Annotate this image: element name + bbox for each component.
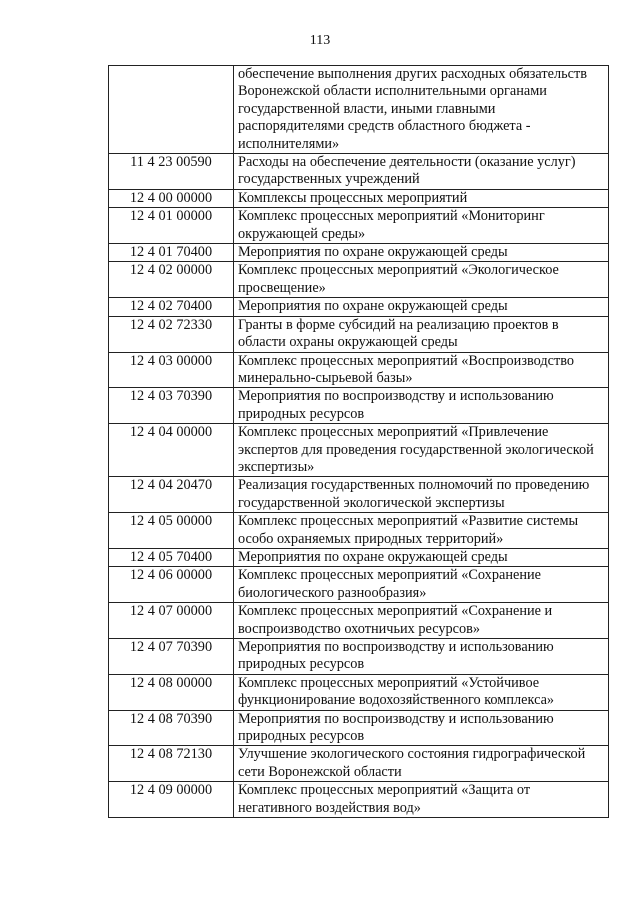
table-row <box>109 674 609 710</box>
name-cell: Гранты в форме субсидий на реализацию проектов в области охраны окружающей среды <box>234 316 609 352</box>
code-cell: 11 4 23 00590 <box>109 154 234 190</box>
code-cell: 12 4 01 70400 <box>109 244 234 262</box>
name-cell: Комплекс процессных мероприятий «Привлечение экспертов для проведения государственной экологической экспертизы» <box>234 424 609 477</box>
name-cell: Мероприятия по охране окружающей среды <box>234 244 609 262</box>
table-row <box>109 782 609 818</box>
name-cell: Расходы на обеспечение деятельности (оказание услуг) государственных учреждений <box>234 154 609 190</box>
table-body <box>109 66 609 818</box>
code-cell: 12 4 09 00000 <box>109 782 234 818</box>
name-cell: Комплекс процессных мероприятий «Устойчивое функционирование водохозяйственного комплекса» <box>234 674 609 710</box>
name-cell: Комплексы процессных мероприятий <box>234 189 609 207</box>
code-cell: 12 4 02 72330 <box>109 316 234 352</box>
name-cell: Мероприятия по охране окружающей среды <box>234 298 609 316</box>
table-row <box>109 424 609 477</box>
table-row <box>109 388 609 424</box>
name-cell: Комплекс процессных мероприятий «Воспроизводство минерально-сырьевой базы» <box>234 352 609 388</box>
code-cell: 12 4 00 00000 <box>109 189 234 207</box>
table-row <box>109 710 609 746</box>
name-cell: Комплекс процессных мероприятий «Мониторинг окружающей среды» <box>234 208 609 244</box>
table-row <box>109 513 609 549</box>
budget-classification-table <box>108 65 609 818</box>
code-cell: 12 4 03 00000 <box>109 352 234 388</box>
code-cell: 12 4 01 00000 <box>109 208 234 244</box>
name-cell: Мероприятия по охране окружающей среды <box>234 548 609 566</box>
table-row <box>109 66 609 154</box>
name-cell: Мероприятия по воспроизводству и использованию природных ресурсов <box>234 388 609 424</box>
code-cell: 12 4 06 00000 <box>109 567 234 603</box>
table-row <box>109 316 609 352</box>
code-cell: 12 4 05 70400 <box>109 548 234 566</box>
name-cell: Реализация государственных полномочий по проведению государственной экологической экспертизы <box>234 477 609 513</box>
name-cell: Комплекс процессных мероприятий «Сохранение биологического разнообразия» <box>234 567 609 603</box>
code-cell: 12 4 05 00000 <box>109 513 234 549</box>
code-cell: 12 4 02 70400 <box>109 298 234 316</box>
name-cell: Мероприятия по воспроизводству и использованию природных ресурсов <box>234 710 609 746</box>
table-row <box>109 352 609 388</box>
code-cell: 12 4 04 00000 <box>109 424 234 477</box>
code-cell: 12 4 08 72130 <box>109 746 234 782</box>
code-cell: 12 4 04 20470 <box>109 477 234 513</box>
name-cell: Мероприятия по воспроизводству и использованию природных ресурсов <box>234 639 609 675</box>
code-cell <box>109 66 234 154</box>
name-cell: Комплекс процессных мероприятий «Защита от негативного воздействия вод» <box>234 782 609 818</box>
table-row <box>109 603 609 639</box>
code-cell: 12 4 02 00000 <box>109 262 234 298</box>
code-cell: 12 4 08 00000 <box>109 674 234 710</box>
code-cell: 12 4 07 70390 <box>109 639 234 675</box>
name-cell: Комплекс процессных мероприятий «Сохранение и воспроизводство охотничьих ресурсов» <box>234 603 609 639</box>
page-number: 113 <box>309 33 331 48</box>
code-cell: 12 4 08 70390 <box>109 710 234 746</box>
table-row <box>109 639 609 675</box>
table-row <box>109 189 609 207</box>
name-cell: обеспечение выполнения других расходных обязательств Воронежской области исполнительными органами государственной власти, иными главными распорядителями средств областного бюджета - исполнителями» <box>234 66 609 154</box>
table-row <box>109 567 609 603</box>
table-row <box>109 244 609 262</box>
table-row <box>109 477 609 513</box>
name-cell: Улучшение экологического состояния гидрографической сети Воронежской области <box>234 746 609 782</box>
table-row <box>109 208 609 244</box>
table-row <box>109 298 609 316</box>
name-cell: Комплекс процессных мероприятий «Экологическое просвещение» <box>234 262 609 298</box>
code-cell: 12 4 03 70390 <box>109 388 234 424</box>
table-row <box>109 746 609 782</box>
table-row <box>109 154 609 190</box>
code-cell: 12 4 07 00000 <box>109 603 234 639</box>
table-row <box>109 262 609 298</box>
name-cell: Комплекс процессных мероприятий «Развитие системы особо охраняемых природных территорий» <box>234 513 609 549</box>
table-row <box>109 548 609 566</box>
